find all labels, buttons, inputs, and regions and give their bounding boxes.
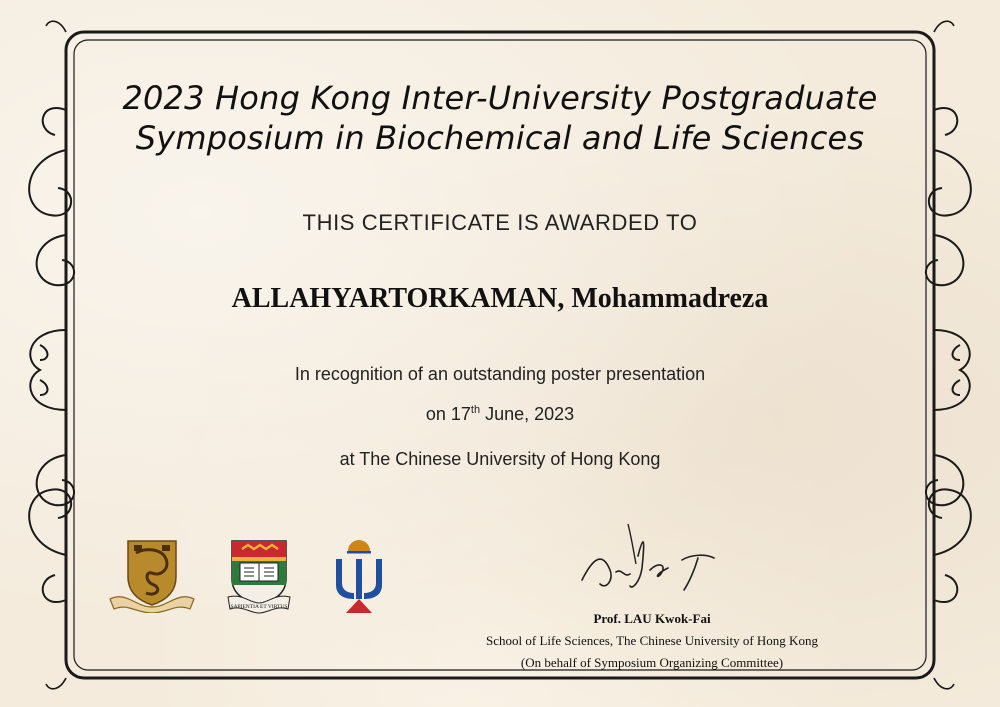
cuhk-crest-logo: [106, 537, 198, 613]
signatory-on-behalf: (On behalf of Symposium Organizing Committee): [520, 655, 784, 670]
award-heading: THIS CERTIFICATE IS AWARDED TO: [302, 210, 698, 235]
hku-motto: SAPIENTIA ET VIRTUS: [230, 604, 288, 610]
venue-text: at The Chinese University of Hong Kong: [339, 449, 661, 469]
signatory-name: Prof. LAU Kwok-Fai: [593, 611, 711, 626]
date-prefix: on 17: [425, 404, 471, 424]
certificate-title-line2: Symposium in Biochemical and Life Sciences: [135, 119, 865, 157]
recipient-name: ALLAHYARTORKAMAN, Mohammadreza: [231, 283, 769, 314]
recognition-text: In recognition of an outstanding poster presentation: [294, 364, 706, 384]
signatory-affiliation: School of Life Sciences, The Chinese University of Hong Kong: [486, 633, 818, 648]
hku-crest-logo: [226, 537, 292, 615]
certificate-title-line1: 2023 Hong Kong Inter-University Postgraduate: [122, 79, 878, 117]
date-rest: June, 2023: [480, 404, 575, 424]
date-ordinal-suffix: th: [470, 404, 481, 416]
hkust-logo: [330, 537, 388, 615]
presentation-date: [0, 404, 1000, 425]
handwritten-signature: [572, 520, 732, 600]
